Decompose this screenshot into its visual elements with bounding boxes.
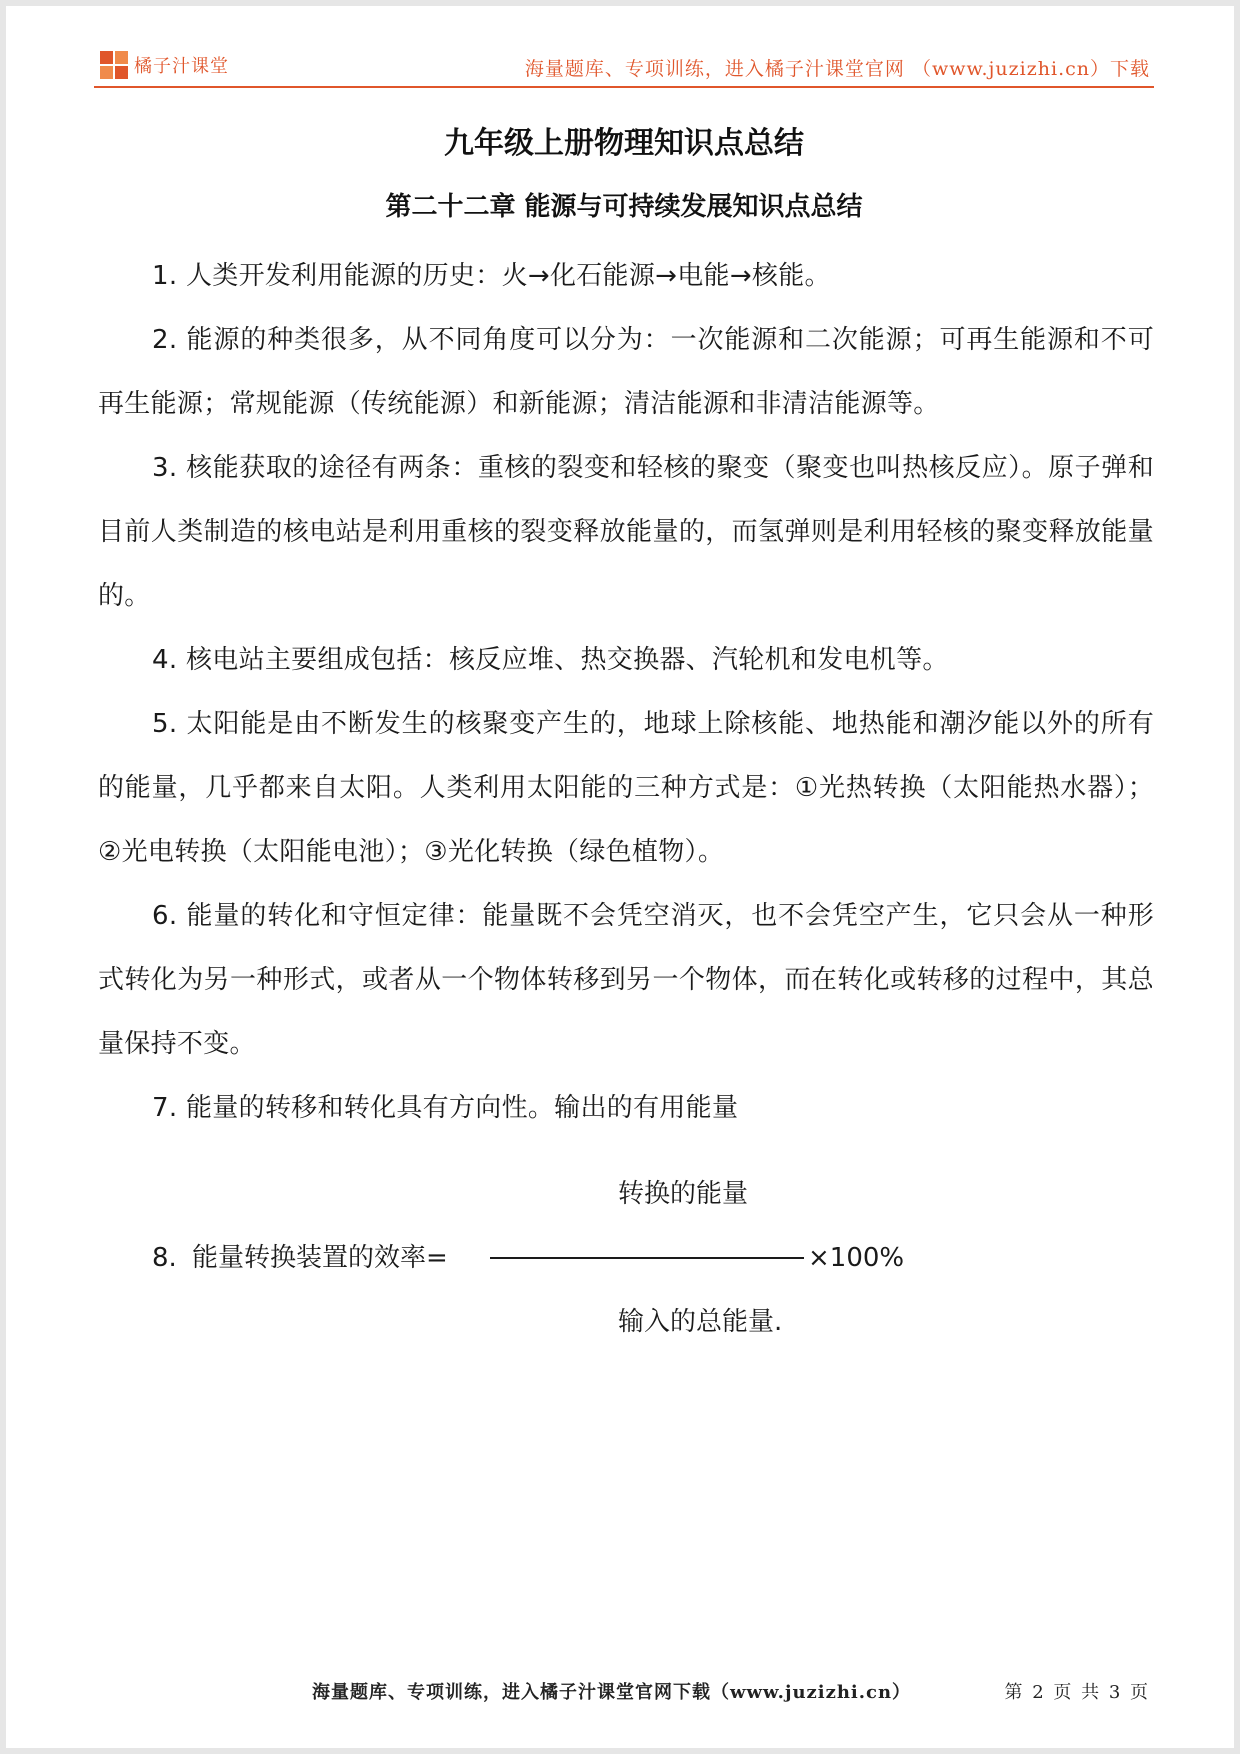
footer-slogan[interactable]: 海量题库、专项训练，进入橘子汁课堂官网下载（www.juzizhi.cn）	[312, 1682, 912, 1703]
page-number: 第 2 页 共 3 页	[1004, 1682, 1150, 1703]
header-slogan[interactable]: 海量题库、专项训练，进入橘子汁课堂官网 （www.juzizhi.cn）下载	[524, 58, 1150, 80]
chapter-subtitle: 第二十二章 能源与可持续发展知识点总结	[385, 192, 863, 222]
fraction-bar	[490, 1257, 804, 1259]
formula-number: 8.	[152, 1243, 177, 1273]
paragraph-3: 3. 核能获取的途径有两条：重核的裂变和轻核的聚变（聚变也叫热核反应）。原子弹和目前人类制造的核电站是利用重核的裂变释放能量的，而氢弹则是利用轻核的聚变释放能量的。	[98, 453, 1154, 611]
document-title: 九年级上册物理知识点总结	[444, 126, 804, 161]
page-header	[94, 46, 1154, 88]
paragraph-1: 1. 人类开发利用能源的历史：火→化石能源→电能→核能。	[152, 261, 831, 291]
document-page	[6, 6, 1234, 1748]
document-body	[98, 244, 1154, 1390]
formula-label: 能量转换装置的效率=	[192, 1243, 448, 1273]
paragraph-7: 7. 能量的转移和转化具有方向性。输出的有用能量	[152, 1093, 739, 1123]
efficiency-formula	[98, 1140, 1154, 1390]
paragraph-4: 4. 核电站主要组成包括：核反应堆、热交换器、汽轮机和发电机等。	[152, 645, 949, 675]
brand-logo[interactable]	[100, 50, 229, 80]
paragraph-2: 2. 能源的种类很多，从不同角度可以分为：一次能源和二次能源；可再生能源和不可再生能源；常规能源（传统能源）和新能源；清洁能源和非清洁能源等。	[98, 325, 1154, 419]
formula-denominator: 输入的总能量.	[618, 1307, 783, 1337]
formula-numerator: 转换的能量	[618, 1179, 749, 1209]
logo-text: 橘子汁课堂	[134, 56, 229, 77]
page-footer	[94, 1678, 1154, 1708]
logo-icon	[100, 51, 128, 79]
paragraph-5: 5. 太阳能是由不断发生的核聚变产生的，地球上除核能、地热能和潮汐能以外的所有的能量，几乎都来自太阳。人类利用太阳能的三种方式是：①光热转换（太阳能热水器）；②光电转换（太阳能电池）；③光化转换（绿色植物）。	[98, 709, 1154, 867]
formula-multiplier: ×100%	[808, 1243, 905, 1273]
paragraph-6: 6. 能量的转化和守恒定律：能量既不会凭空消灭，也不会凭空产生，它只会从一种形式转化为另一种形式，或者从一个物体转移到另一个物体，而在转化或转移的过程中，其总量保持不变。	[98, 901, 1154, 1059]
